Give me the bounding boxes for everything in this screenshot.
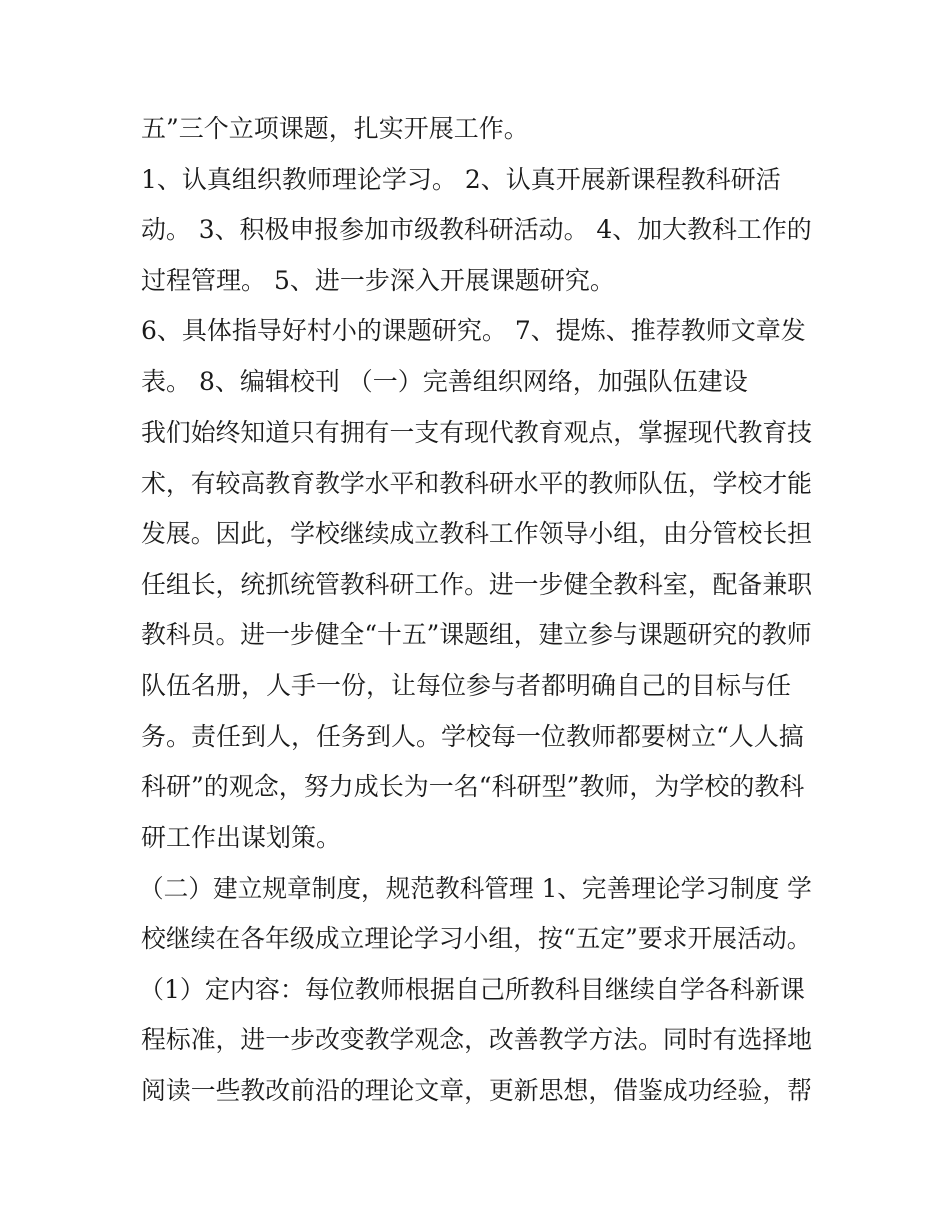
text-line-3: 动。 3、积极申报参加市级教科研活动。 4、加大教科工作的	[141, 215, 812, 244]
text-line-15: 研工作出谋划策。	[141, 823, 342, 852]
text-line-6: 表。 8、编辑校刊 （一）完善组织网络，加强队伍建设	[141, 367, 748, 396]
text-line-11: 教科员。进一步健全“十五”课题组，建立参与课题研究的教师	[141, 620, 812, 649]
text-line-2: 1、认真组织教师理论学习。 2、认真开展新课程教科研活	[141, 165, 781, 194]
text-line-19: 程标准，进一步改变教学观念，改善教学方法。同时有选择地	[141, 1025, 813, 1054]
text-line-8: 术，有较高教育教学水平和教科研水平的教师队伍，学校才能	[141, 469, 813, 498]
text-line-1: 五”三个立项课题，扎实开展工作。	[141, 114, 529, 143]
text-line-20: 阅读一些教改前沿的理论文章，更新思想，借鉴成功经验，帮	[141, 1076, 813, 1105]
text-line-13: 务。责任到人，任务到人。学校每一位教师都要树立“人人搞	[141, 722, 804, 751]
text-line-5: 6、具体指导好村小的课题研究。 7、提炼、推荐教师文章发	[141, 316, 806, 345]
text-line-16: （二）建立规章制度，规范教科管理 1、完善理论学习制度 学	[139, 874, 812, 903]
text-line-12: 队伍名册，人手一份，让每位参与者都明确自己的目标与任	[141, 671, 792, 700]
text-line-10: 任组长，统抓统管教科研工作。进一步健全教科室，配备兼职	[141, 570, 813, 599]
text-line-18: （1）定内容：每位教师根据自己所教科目继续自学各科新课	[139, 975, 805, 1004]
text-line-7: 我们始终知道只有拥有一支有现代教育观点，掌握现代教育技	[141, 418, 813, 447]
text-line-14: 科研”的观念，努力成长为一名“科研型”教师，为学校的教科	[141, 772, 805, 801]
text-line-9: 发展。因此，学校继续成立教科工作领导小组，由分管校长担	[141, 519, 813, 548]
text-line-4: 过程管理。 5、进一步深入开展课题研究。	[141, 266, 615, 295]
text-line-17: 校继续在各年级成立理论学习小组，按“五定”要求开展活动。	[141, 924, 812, 953]
